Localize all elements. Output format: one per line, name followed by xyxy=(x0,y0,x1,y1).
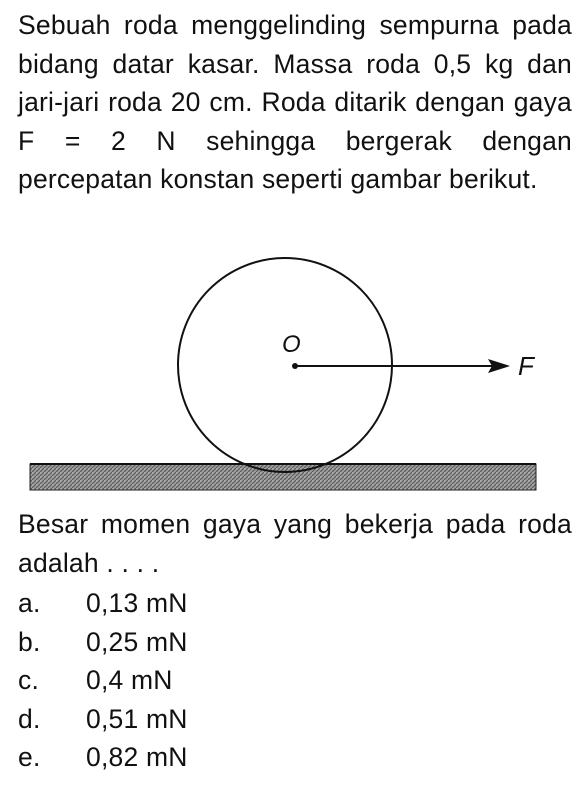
force-label-f: F xyxy=(518,351,534,381)
rough-ground-surface xyxy=(30,464,536,490)
answer-options xyxy=(18,584,418,777)
option-letter: c. xyxy=(18,665,40,695)
option-value: 0,4 mN xyxy=(86,665,173,695)
option-c[interactable] xyxy=(18,661,418,700)
option-value: 0,51 mN xyxy=(86,703,188,734)
option-letter: d. xyxy=(18,703,41,734)
option-d[interactable] xyxy=(18,700,418,739)
center-label-o: O xyxy=(282,331,301,358)
option-letter: b. xyxy=(18,626,41,657)
option-a[interactable] xyxy=(18,584,418,623)
option-value: 0,82 mN xyxy=(86,742,188,772)
problem-statement: Sebuah roda menggelinding sempurna pada bidang datar kasar. Massa roda 0,5 kg dan jari-jari roda 20 cm. Roda ditarik dengan gaya F = 2 N sehingga bergerak dengan percepatan konstan seperti gambar berikut. xyxy=(18,10,572,194)
option-letter: e. xyxy=(18,742,41,772)
question-statement: Besar momen gaya yang bekerja pada roda adalah . . . . xyxy=(18,509,572,578)
option-e[interactable] xyxy=(18,738,418,777)
wheel-figure xyxy=(0,240,588,500)
option-value: 0,25 mN xyxy=(86,626,188,657)
option-value: 0,13 mN xyxy=(86,588,188,618)
option-b[interactable] xyxy=(18,623,418,662)
option-letter: a. xyxy=(18,588,41,618)
